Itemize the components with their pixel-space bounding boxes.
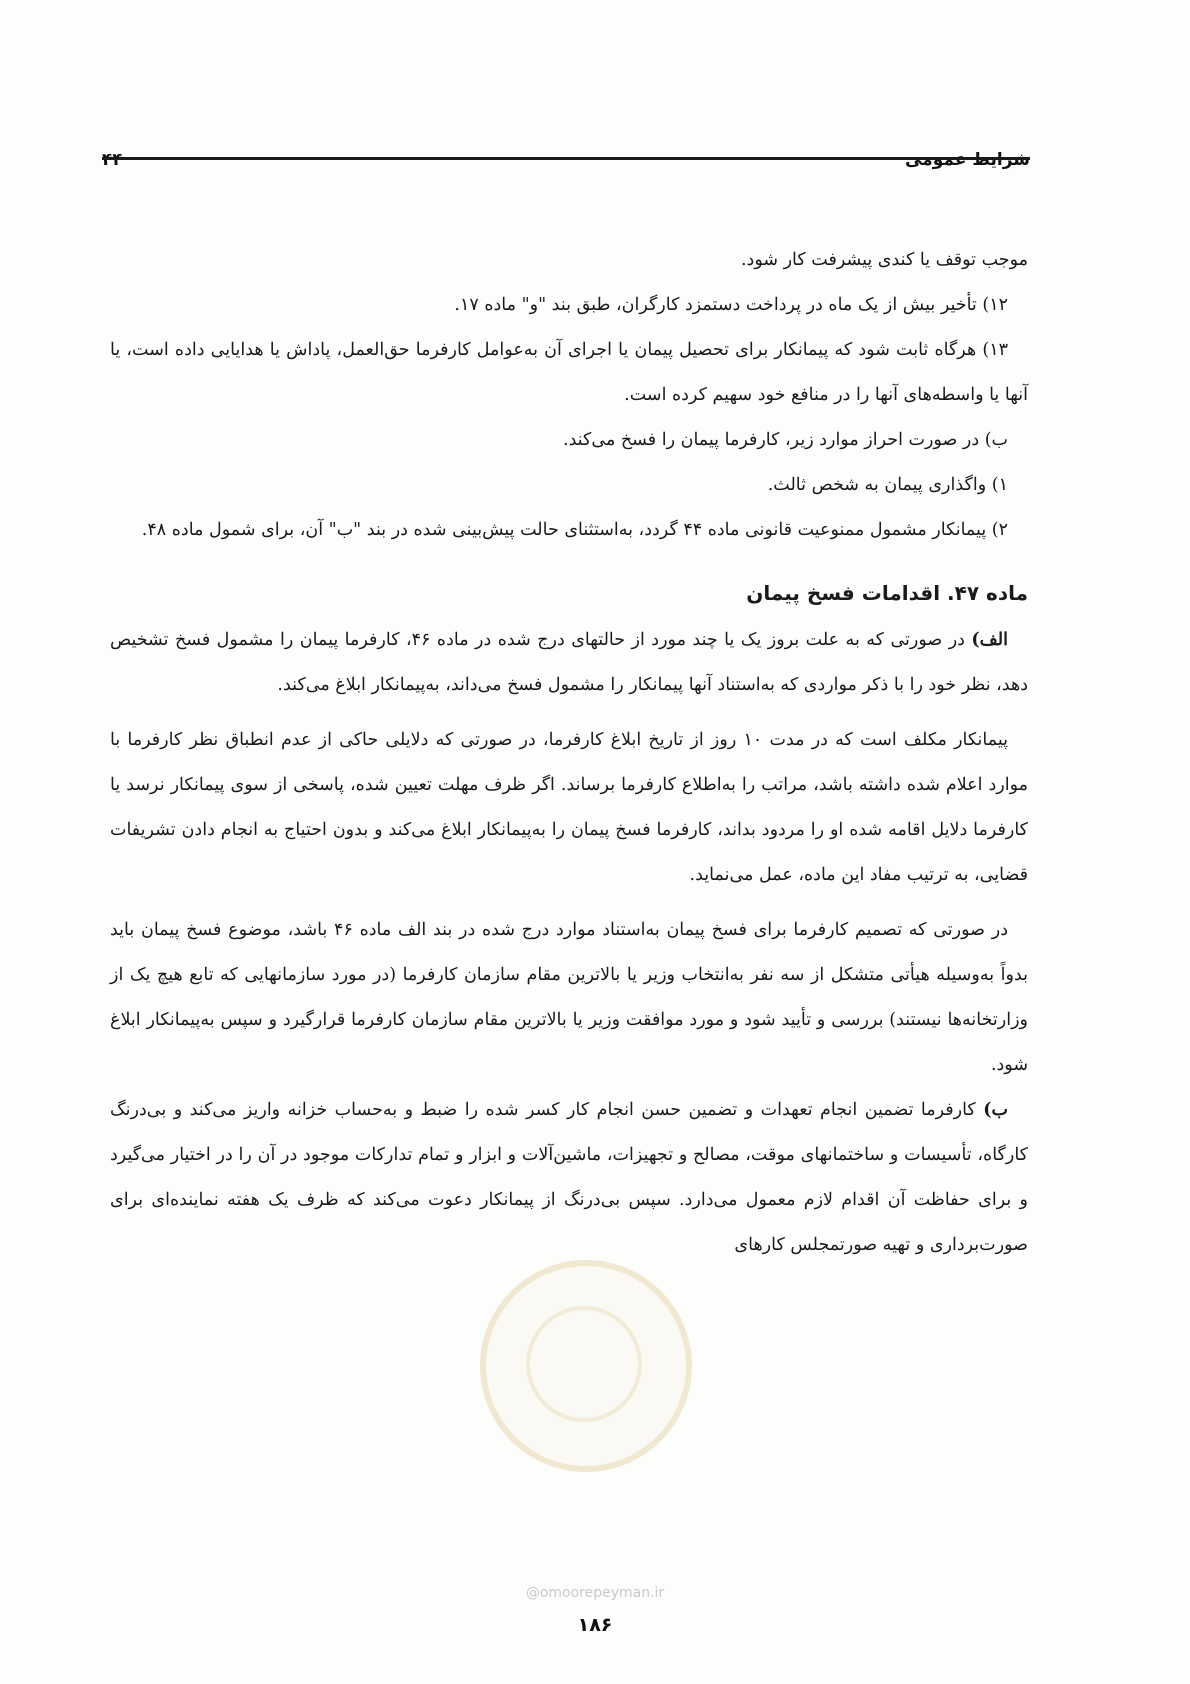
page-header bbox=[102, 150, 1030, 180]
section-paragraph bbox=[110, 1088, 1028, 1268]
header-page-number: ۴۴ bbox=[102, 150, 123, 170]
clause-label: ب) bbox=[983, 1100, 1008, 1120]
header-rule-top bbox=[102, 157, 1030, 160]
clause-label: الف) bbox=[971, 630, 1008, 650]
section-paragraph: در صورتی که تصمیم کارفرما برای فسخ پیمان به‌استناد موارد درج شده در بند الف ماده ۴۶ باشد، موضوع فسخ پیمان باید بدواً به‌وسیله هیأتی متشکل از سه نفر به‌انتخاب وزیر یا بالاترین مقام سازمان کارفرما (در مورد سازمانهایی که تابع هیچ یک از وزارتخانه‌ها نیستند) بررسی و تأیید شود و مورد موافقت وزیر یا بالاترین مقام سازمان کارفرما قرارگیرد و سپس به‌پیمانکار ابلاغ شود. bbox=[110, 920, 1028, 1075]
watermark-inner-ring bbox=[526, 1306, 642, 1422]
watermark-website: @omoorepeyman.ir bbox=[525, 1585, 665, 1601]
clause-text: کارفرما تضمین انجام تعهدات و تضمین حسن انجام کار کسر شده را ضبط و به‌حساب خزانه واریز می‌کند و بی‌درنگ کارگاه، تأسیسات و ساختمانهای موقت، مصالح و تجهیزات، ماشین‌آلات و ابزار و تمام تدارکات موجود در آن را در اختیار می‌گیرد و برای حفاظت آن اقدام لازم معمول می‌دارد. سپس بی‌درنگ از پیمانکار دعوت می‌کند که ظرف یک هفته نماینده‌ای برای صورت‌برداری و تهیه صورتمجلس کارهای bbox=[110, 1100, 1028, 1255]
section-heading: ماده ۴۷. اقدامات فسخ پیمان bbox=[746, 581, 1028, 605]
document-body bbox=[110, 238, 1028, 1268]
paragraph: ۱) واگذاری پیمان به شخص ثالث. bbox=[767, 475, 1008, 495]
paragraph: ۲) پیمانکار مشمول ممنوعیت قانونی ماده ۴۴ گردد، به‌استثنای حالت پیش‌بینی شده در بند "ب" آن، برای شمول ماده ۴۸. bbox=[141, 520, 1008, 540]
clause-text: در صورتی که به علت بروز یک یا چند مورد از حالتهای درج شده در ماده ۴۶، کارفرما پیمان را مشمول فسخ تشخیص دهد، نظر خود را با ذکر مواردی که به‌استناد آنها پیمانکار را مشمول فسخ می‌داند، به‌پیمانکار ابلاغ می‌کند. bbox=[110, 630, 1028, 695]
section-paragraph: پیمانکار مکلف است که در مدت ۱۰ روز از تاریخ ابلاغ کارفرما، در صورتی که دلایلی حاکی از عدم انطباق نظر کارفرما با موارد اعلام شده داشته باشد، مراتب را به‌اطلاع کارفرما برساند. اگر ظرف مهلت تعیین شده، پاسخی از سوی پیمانکار نرسد یا کارفرما دلایل اقامه شده او را مردود بداند، کارفرما فسخ پیمان را به‌پیمانکار ابلاغ می‌کند و بدون احتیاج به انجام دادن تشریفات قضایی، به ترتیب مفاد این ماده، عمل می‌نماید. bbox=[110, 730, 1028, 885]
paragraph: موجب توقف یا کندی پیشرفت کار شود. bbox=[740, 250, 1028, 270]
section-paragraph bbox=[110, 618, 1028, 708]
paragraph: ۱۲) تأخیر بیش از یک ماه در پرداخت دستمزد کارگران، طبق بند "و" ماده ۱۷. bbox=[454, 295, 1008, 315]
running-title: شرایط عمومی bbox=[904, 150, 1030, 170]
paragraph: ب) در صورت احراز موارد زیر، کارفرما پیمان را فسخ می‌کند. bbox=[563, 430, 1008, 450]
watermark-seal bbox=[480, 1260, 692, 1472]
footer-page-number: ۱۸۶ bbox=[577, 1614, 613, 1636]
paragraph: ۱۳) هرگاه ثابت شود که پیمانکار برای تحصیل پیمان یا اجرای آن به‌عوامل کارفرما حق‌العمل، پاداش یا هدایایی داده است، یا آنها یا واسطه‌های آنها را در منافع خود سهیم کرده است. bbox=[110, 340, 1028, 405]
